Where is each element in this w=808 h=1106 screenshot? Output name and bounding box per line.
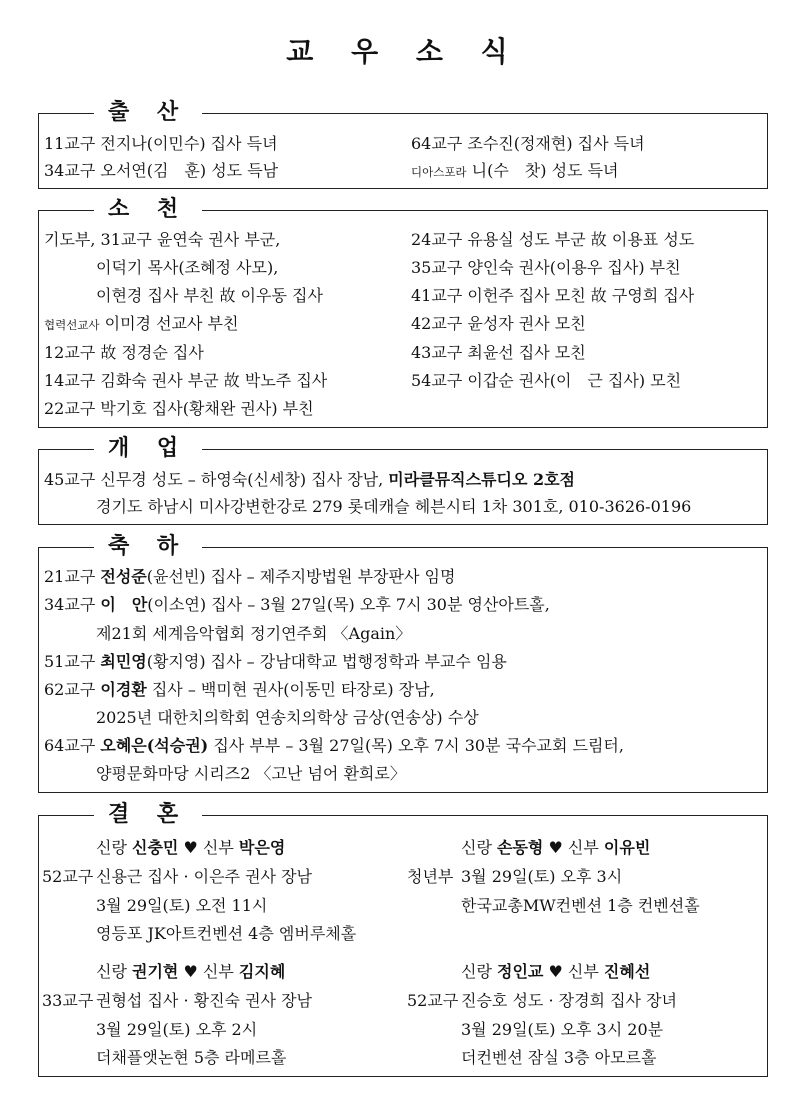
death-section (38, 196, 768, 428)
death-item (44, 399, 314, 419)
congrats-item (96, 708, 479, 728)
congrats-heading: 축 하 (94, 529, 202, 563)
groom-label: 신랑 (96, 838, 132, 857)
death-item-text: 22교구 박기호 집사(황채완 권사) 부친 (44, 399, 314, 418)
birth-item: 34교구 오서연(김 훈) 성도 득남 (44, 161, 279, 180)
death-item (44, 343, 204, 363)
congrats-district: 64교구 (44, 736, 101, 755)
wedding-venue: 영등포 JK아트컨벤션 4층 엠버루체홀 (96, 924, 357, 943)
congrats-name: 전성준 (100, 567, 147, 586)
congrats-item (44, 736, 624, 756)
congrats-name: 이경환 (100, 680, 147, 699)
wedding-couple (96, 838, 285, 858)
bride-name: 김지혜 (238, 962, 286, 981)
congrats-item (44, 595, 550, 615)
death-item-text: 14교구 김화숙 권사 부군 故 박노주 집사 (44, 371, 328, 390)
death-item-text: 이덕기 목사(조혜정 사모), (96, 258, 279, 277)
wedding-date: 3월 29일(토) 오전 11시 (96, 896, 268, 915)
congrats-district: 21교구 (44, 567, 101, 586)
birth-item (411, 161, 618, 182)
opening-text: 45교구 신무경 성도 – 하영숙(신세창) 집사 장남, (44, 470, 389, 489)
groom-name: 손동형 (497, 838, 544, 857)
groom-name: 정인교 (497, 962, 544, 981)
death-item-prefix: 협력선교사 (44, 318, 100, 332)
page-title: 교 우 소 식 (286, 35, 522, 68)
wedding-district: 52교구 (407, 991, 459, 1010)
congrats-detail: 2025년 대한치의학회 연송치의학상 금상(연송상) 수상 (96, 708, 479, 727)
congrats-name: 최민영 (100, 652, 147, 671)
wedding-district: 청년부 (407, 867, 454, 886)
birth-item-prefix: 디아스포라 (411, 165, 467, 179)
wedding-district: 33교구 (42, 991, 94, 1010)
birth-item (411, 134, 645, 155)
bride-name: 박은영 (238, 838, 286, 857)
congrats-item (96, 764, 406, 784)
congrats-item (44, 652, 507, 672)
death-item: 42교구 윤성자 권사 모친 (411, 314, 586, 333)
heart-icon: ♥ (183, 838, 198, 857)
congrats-detail: (이소연) 집사 – 3월 27일(목) 오후 7시 30분 영산아트홀, (147, 595, 550, 614)
groom-label: 신랑 (96, 962, 132, 981)
congrats-item (96, 624, 411, 644)
opening-business-name: 미라클뮤직스튜디오 2호점 (388, 470, 576, 489)
bride-label: 신부 (197, 838, 239, 857)
death-item (44, 371, 327, 391)
birth-section (38, 99, 768, 189)
death-item-text: 12교구 故 정경순 집사 (44, 343, 204, 362)
bride-label: 신부 (562, 838, 604, 857)
death-item (44, 314, 238, 335)
congrats-item (44, 567, 455, 587)
groom-name: 권기현 (132, 962, 179, 981)
wedding-date: 3월 29일(토) 오후 2시 (96, 1020, 258, 1039)
groom-label: 신랑 (461, 838, 497, 857)
congrats-detail: (황지영) 집사 – 강남대학교 법행정학과 부교수 임용 (146, 652, 507, 671)
congrats-district: 62교구 (44, 680, 101, 699)
death-item: 24교구 유용실 성도 부군 故 이용표 성도 (411, 230, 695, 249)
congrats-section (38, 533, 768, 793)
death-item-text: 이현경 집사 부친 故 이우동 집사 (96, 286, 323, 305)
death-item: 43교구 최윤선 집사 모친 (411, 343, 586, 362)
congrats-detail: 제21회 세계음악협회 정기연주회 〈Again〉 (96, 624, 412, 643)
opening-heading: 개 업 (94, 431, 202, 465)
wedding-heading: 결 혼 (94, 797, 202, 831)
congrats-item (44, 680, 435, 700)
wedding-district: 52교구 (42, 867, 94, 886)
wedding-couple (461, 838, 650, 858)
birth-heading: 출 산 (94, 95, 202, 129)
opening-address: 경기도 하남시 미사강변한강로 279 롯데캐슬 헤븐시티 1차 301호, 010-3626-0196 (96, 497, 692, 516)
wedding-venue: 더컨벤션 잠실 3층 아모르홀 (461, 1048, 657, 1067)
death-heading: 소 천 (94, 192, 202, 226)
wedding-parents: 진승호 성도 · 장경희 집사 장녀 (461, 991, 677, 1010)
death-item: 35교구 양인숙 권사(이용우 집사) 부친 (411, 258, 681, 277)
heart-icon: ♥ (548, 838, 563, 857)
death-item: 41교구 이헌주 집사 모친 故 구영희 집사 (411, 286, 695, 305)
congrats-name: 오혜은(석승권) (100, 736, 209, 755)
congrats-detail: 집사 부부 – 3월 27일(목) 오후 7시 30분 국수교회 드림터, (208, 736, 624, 755)
wedding-parents: 신용근 집사 · 이은주 권사 장남 (96, 867, 312, 886)
congrats-name: 이 안 (100, 595, 148, 614)
congrats-detail: (윤선빈) 집사 – 제주지방법원 부장판사 임명 (146, 567, 456, 586)
heart-icon: ♥ (548, 962, 563, 981)
congrats-detail: 집사 – 백미현 권사(이동민 타장로) 장남, (146, 680, 435, 699)
wedding-venue: 한국교총MW컨벤션 1층 컨벤션홀 (461, 896, 700, 915)
birth-item-text: 니(수 찻) 성도 득녀 (466, 161, 619, 180)
wedding-couple (461, 962, 650, 982)
wedding-parents: 권형섭 집사 · 황진숙 권사 장남 (96, 991, 312, 1010)
wedding-section (38, 801, 768, 1077)
wedding-couple (96, 962, 285, 982)
heart-icon: ♥ (183, 962, 198, 981)
bride-label: 신부 (197, 962, 239, 981)
wedding-date: 3월 29일(토) 오후 3시 (461, 867, 623, 886)
birth-item: 11교구 전지나(이민수) 집사 득녀 (44, 134, 278, 153)
wedding-venue: 더채플앳논현 5층 라메르홀 (96, 1048, 287, 1067)
groom-name: 신충민 (132, 838, 179, 857)
congrats-detail: 양평문화마당 시리즈2 〈고난 넘어 환희로〉 (96, 764, 406, 783)
opening-section (38, 435, 768, 525)
death-item (44, 230, 280, 250)
groom-label: 신랑 (461, 962, 497, 981)
death-item (96, 258, 278, 278)
opening-line (44, 470, 575, 490)
congrats-district: 34교구 (44, 595, 101, 614)
death-item-text: 이미경 선교사 부친 (99, 314, 239, 333)
bride-name: 이유빈 (603, 838, 651, 857)
birth-item-text: 64교구 조수진(정재현) 집사 득녀 (411, 134, 645, 153)
death-item (96, 286, 323, 306)
congrats-district: 51교구 (44, 652, 101, 671)
bride-label: 신부 (562, 962, 604, 981)
death-item: 54교구 이갑순 권사(이 근 집사) 모친 (411, 371, 682, 390)
bride-name: 진혜선 (603, 962, 651, 981)
death-item-text: 기도부, 31교구 윤연숙 권사 부군, (44, 230, 281, 249)
wedding-date: 3월 29일(토) 오후 3시 20분 (461, 1020, 664, 1039)
